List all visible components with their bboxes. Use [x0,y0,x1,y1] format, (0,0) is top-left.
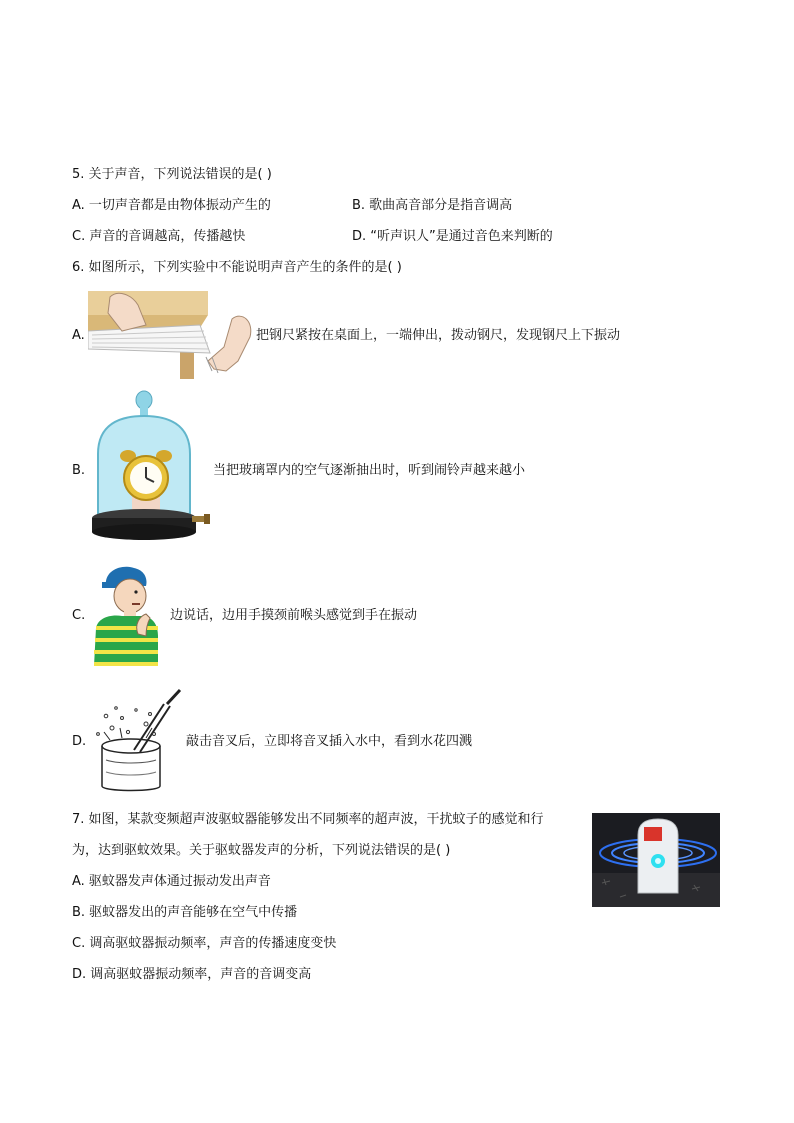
q6-option-c-text: 边说话，边用手摸颈前喉头感觉到手在振动 [170,608,418,623]
q5-option-b: B. 歌曲高音部分是指音调高 [352,198,513,213]
q7-option-b: B. 驱蚊器发出的声音能够在空气中传播 [72,905,298,920]
boy-touching-throat-icon [88,564,168,666]
q7-stem-line2: 为，达到驱蚊效果。关于驱蚊器发声的分析，下列说法错误的是( ) [72,843,451,858]
q7-stem-line1: 7. 如图，某款变频超声波驱蚊器能够发出不同频率的超声波，干扰蚊子的感觉和行 [72,812,544,827]
q6-option-b-text: 当把玻璃罩内的空气逐渐抽出时，听到闹铃声越来越小 [213,463,526,478]
q5-option-d: D. “听声识人”是通过音色来判断的 [352,229,553,244]
q6-option-d-text: 敲击音叉后，立即将音叉插入水中，看到水花四溅 [186,734,473,749]
q5-option-c: C. 声音的音调越高，传播越快 [72,229,246,244]
q7-option-c: C. 调高驱蚊器振动频率，声音的传播速度变快 [72,936,337,951]
q6-option-c-letter: C. [72,608,86,623]
q6-option-d-letter: D. [72,734,87,749]
q5-option-a: A. 一切声音都是由物体振动产生的 [72,198,271,213]
q7-option-d: D. 调高驱蚊器振动频率，声音的音调变高 [72,967,312,982]
bell-jar-alarm-clock-icon [88,390,212,548]
q6-option-b-letter: B. [72,463,86,478]
ultrasonic-repeller-icon [592,813,720,907]
tuning-fork-water-icon [88,688,184,794]
q6-option-a-text: 把钢尺紧按在桌面上，一端伸出，拨动钢尺，发现钢尺上下振动 [256,328,621,343]
q7-option-a: A. 驱蚊器发声体通过振动发出声音 [72,874,271,889]
q5-stem: 5. 关于声音，下列说法错误的是( ) [72,167,272,182]
q6-option-a-letter: A. [72,328,85,343]
ruler-on-table-icon [88,291,256,379]
q6-stem: 6. 如图所示，下列实验中不能说明声音产生的条件的是( ) [72,260,402,275]
